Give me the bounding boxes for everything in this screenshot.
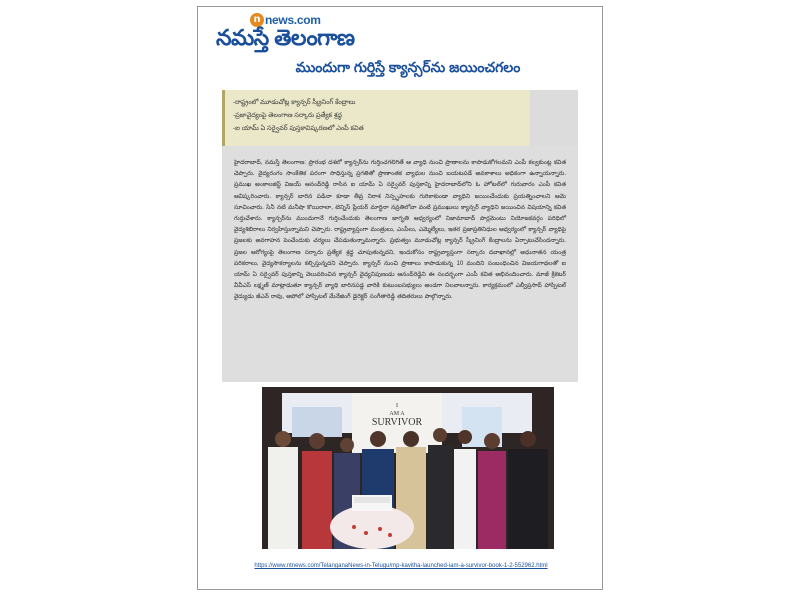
event-photo [262,387,554,549]
banner-text-2: AM A [389,411,405,417]
banner-text-1: I [396,403,398,409]
highlight-item: -రాష్ట్రంలో మూడుచోట్ల క్యాన్సర్ స్క్రీనింగ్ కేంద్రాలు [233,99,356,106]
highlights-list [222,90,530,146]
ntnews-logo [216,13,355,56]
article-paragraph: హైదరాబాద్, నమస్తే తెలంగాణ: ప్రారంభ దశలో క్యాన్సర్‌ను గుర్తించగలిగితే ఆ వ్యాధి నుంచి ప్రాణాలను కాపాడుకోగలమని ఎంపీ కల్వకుంట్ల కవిత చెప్పారు. వైద్యరంగం సాంకేతిక పరంగా సాధిస్తున్న ప్రగతితో ప్రాణాంతక వ్యాధుల నుంచి బయటపడే అవకాశాలు అధికంగా ఉన్నాయన్నారు. ప్రముఖ అంకాలజిస్ట్ విజయ్ ఆనంద్‌రెడ్డి రాసిన ఐ యామ్ ఏ సర్వైవర్ పుస్తకాన్ని హైదరాబాద్‌లోని ఓ హోటల్‌లో గురువారం ఎంపీ కవిత ఆవిష్కరించారు. క్యాన్సర్ బారిన పడినా కూడా తీవ్ర నిరాశ నిస్పృహలకు గురికాకుండా వ్యాధిని జయించేందుకు ప్రయత్నించాలని ఆమె సూచించారు. సినీ నటి మనీషా కొయిరాలా, టెన్నిస్ ప్లేయర్ మార్టినా నవ్రతిలోవా వంటి ప్రముఖులు క్యాన్సర్ వ్యాధిని జయించిన విషయాన్ని కవిత గుర్తుచేశారు. క్యాన్సర్‌ను ముందుగానే గుర్తించేందుకు తెలంగాణ జాగృతి ఆధ్వర్యంలో నిజామాబాద్ పార్లమెంటు నియోజకవర్గం పరిధిలో వైద్యశిబిరాలు నిర్వహిస్తున్నామని చెప్పారు. రాష్ట్రవ్యాప్తంగా మంత్రులు, ఎంపీలు, ఎమ్మెల్యేలు, ఇతర ప్రజాప్రతినిధుల ఆధ్వర్యంలో క్యాన్సర్ వ్యాధిపై ప్రజలకు అవగాహన పెంచేందుకు చర్యలు చేపడుతున్నామన్నారు. ప్రభుత్వం మూడుచోట్ల క్యాన్సర్ స్క్రీనింగ్ కేంద్రాలను ఏర్పాటుచేసిందన్నారు. ప్రజల ఆరోగ్యంపై తెలంగాణ సర్కారు ప్రత్యేక శ్రద్ధ చూపుతున్నదని, ఇందుకోసం రాష్ట్రవ్యాప్తంగా సర్కారు దవాఖానల్లో అధునాతన యంత్ర పరికరాలు, వైద్యసౌకర్యాలను కల్పిస్తున్నదని చెప్పారు. క్యాన్సర్ నుంచి ప్రాణాలు కాపాడుకున్న 10 మందిని సంబంధించిన విజయగాథలతో ఐ యామ్ ఏ సర్వైవర్ పుస్తకాన్ని వెలువరించిన క్యాన్సర్ వైద్యనిపుణుడు ఆనంద్‌రెడ్డిని ఈ సందర్భంగా ఎంపీ కవిత అభినందించారు. మాజీ క్రికెటర్ వీవీఎస్ లక్ష్మణ్ మాట్లాడుతూ క్యాన్సర్ వ్యాధి బారినపడ్డ వారికి కుటుంబసభ్యులు అండగా నిలవాలన్నారు. కార్యక్రమంలో ఎల్వీప్రసాద్ హాస్పిటల్ వైద్యుడు జీఎన్ రావు, అపోలో హాస్పిటల్ మేనేజింగ్ డైరెక్టర్ సంగీతారెడ్డి తదితరులు పాల్గొన్నారు. [234,160,566,301]
highlight-item: -ఐ యామ్ ఏ సర్వైవర్ పుస్తకావిష్కరణలో ఎంపీ కవిత [233,125,364,132]
masthead-title: నమస్తే తెలంగాణ [216,25,355,50]
article-headline: ముందుగా గుర్తిస్తే క్యాన్సర్‌ను జయించగలం [295,59,521,75]
news-clipping-page [197,6,603,590]
highlights-box [222,90,578,146]
highlight-item: -ప్రజావైద్యంపై తెలంగాణ సర్కారు ప్రత్యేక శ్రద్ధ [233,112,342,119]
logo-n-icon: n [250,13,264,27]
banner-text-3: SURVIVOR [371,417,423,428]
source-link[interactable]: https://www.ntnews.com/TelanganaNews-in-Telugu/mp-kavitha-launched-iam-a-survivor-book-1-2-552962.html [254,563,548,569]
event-photo-illustration [262,387,554,549]
logo-site: news.com [265,13,321,27]
article-body [222,146,578,382]
